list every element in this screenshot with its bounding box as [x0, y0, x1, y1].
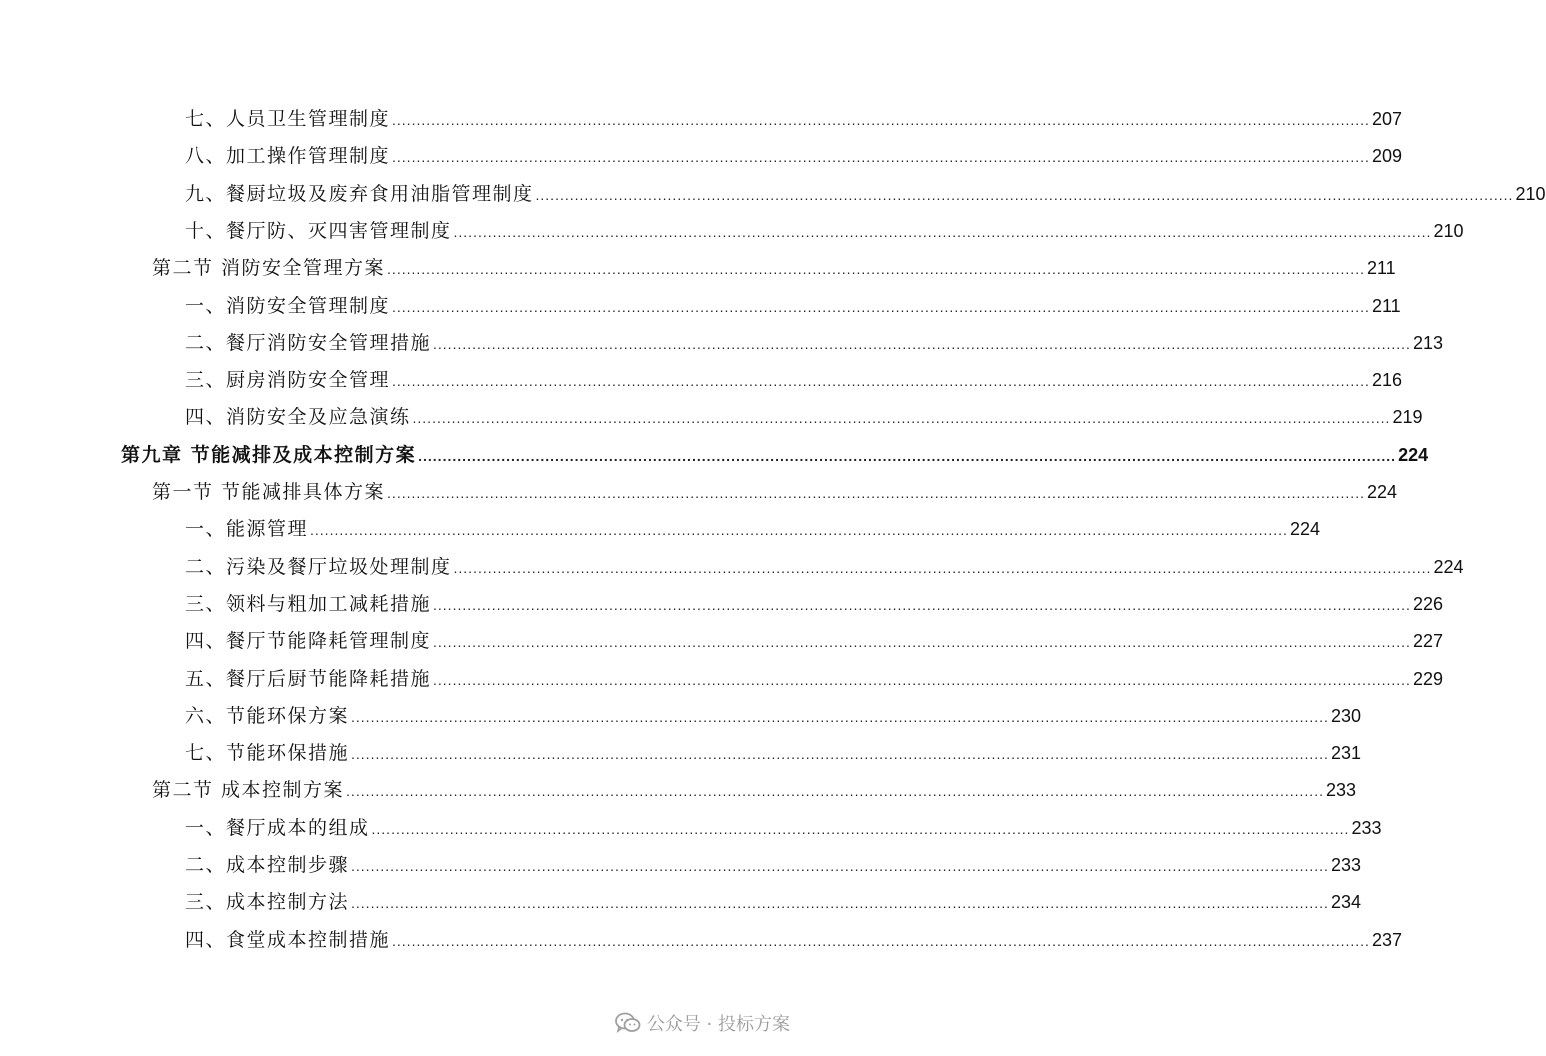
toc-entry-page-number: 233 [1351, 817, 1382, 838]
toc-entry-page-number: 213 [1412, 332, 1443, 353]
toc-entry[interactable] [185, 291, 1401, 321]
toc-entry[interactable] [185, 626, 1443, 656]
toc-entry[interactable] [185, 402, 1423, 432]
toc-entry[interactable] [185, 328, 1443, 358]
toc-entry-page-number: 211 [1366, 258, 1396, 279]
toc-entry[interactable] [185, 701, 1361, 731]
toc-entry-label: 二、餐厅消防安全管理措施 [185, 331, 432, 354]
toc-entry-label: 第一节 节能减排具体方案 [152, 481, 386, 503]
toc-dot-leader: ........................................................................................................................................................................................................ [453, 559, 1432, 576]
wechat-icon [615, 1012, 641, 1034]
toc-dot-leader: ........................................................................................................................................................................................................ [387, 261, 1365, 278]
toc-entry[interactable] [185, 552, 1464, 582]
toc-dot-leader: ........................................................................................................................................................................................................ [351, 708, 1329, 725]
toc-entry[interactable] [185, 925, 1402, 955]
toc-entry-label: 一、餐厅成本的组成 [185, 816, 370, 839]
toc-entry-label: 二、成本控制步骤 [185, 854, 350, 876]
toc-entry[interactable] [185, 141, 1402, 171]
toc-dot-leader: ........................................................................................................................................................................................................ [351, 895, 1329, 912]
toc-entry[interactable] [185, 738, 1361, 768]
toc-entry[interactable] [185, 589, 1443, 619]
toc-entry-page-number: 227 [1412, 631, 1443, 652]
toc-entry-page-number: 224 [1398, 444, 1429, 465]
toc-entry-label: 三、成本控制方法 [185, 891, 350, 914]
toc-entry-page-number: 224 [1289, 519, 1320, 540]
toc-entry[interactable] [152, 253, 1396, 283]
toc-entry-label: 九、餐厨垃圾及废弃食用油脂管理制度 [185, 182, 534, 205]
toc-dot-leader: ........................................................................................................................................................................................................ [392, 112, 1370, 128]
toc-dot-leader: ........................................................................................................................................................................................................ [453, 223, 1432, 240]
toc-entry-page-number: 224 [1433, 556, 1464, 577]
toc-entry[interactable] [152, 477, 1398, 507]
toc-entry-page-number: 209 [1371, 146, 1402, 167]
toc-entry-label: 四、食堂成本控制措施 [185, 928, 391, 951]
toc-entry-label: 第二节 消防安全管理方案 [152, 257, 386, 280]
toc-entry[interactable] [185, 514, 1320, 544]
toc-entry[interactable] [185, 179, 1546, 209]
toc-entry[interactable] [152, 775, 1357, 805]
toc-entry-page-number: 229 [1412, 668, 1443, 689]
toc-entry[interactable] [185, 664, 1443, 694]
toc-entry-label: 八、加工操作管理制度 [185, 145, 391, 168]
toc-entry-page-number: 224 [1366, 482, 1398, 502]
toc-entry-label: 一、消防安全管理制度 [185, 294, 391, 317]
toc-dot-leader: ........................................................................................................................................................................................................ [433, 671, 1411, 688]
toc-dot-leader: ........................................................................................................................................................................................................ [418, 447, 1397, 464]
toc-entry-page-number: 219 [1392, 407, 1423, 428]
toc-entry[interactable] [185, 104, 1402, 134]
toc-entry-label: 六、节能环保方案 [185, 704, 350, 727]
toc-entry-page-number: 233 [1325, 780, 1357, 801]
toc-dot-leader: ........................................................................................................................................................................................................ [351, 858, 1329, 874]
toc-dot-leader: ........................................................................................................................................................................................................ [392, 373, 1370, 390]
toc-dot-leader: ........................................................................................................................................................................................................ [392, 298, 1370, 315]
toc-entry-label: 七、节能环保措施 [185, 742, 350, 765]
toc-entry-page-number: 226 [1412, 593, 1443, 614]
toc-entry[interactable] [185, 887, 1361, 917]
toc-dot-leader: ........................................................................................................................................................................................................ [433, 335, 1411, 352]
toc-entry[interactable] [185, 850, 1361, 880]
toc-dot-leader: ........................................................................................................................................................................................................ [433, 596, 1411, 613]
toc-entry[interactable] [185, 216, 1464, 246]
toc-dot-leader: ........................................................................................................................................................................................................ [392, 932, 1370, 949]
toc-dot-leader: ........................................................................................................................................................................................................ [412, 410, 1391, 427]
watermark [615, 1010, 790, 1036]
toc-entry-page-number: 207 [1371, 109, 1402, 129]
toc-entry-page-number: 210 [1515, 183, 1546, 204]
toc-entry-page-number: 233 [1330, 855, 1361, 875]
toc-entry-label: 第二节 成本控制方案 [152, 779, 345, 802]
toc-entry-label: 第九章 节能减排及成本控制方案 [121, 443, 417, 466]
toc-entry-label: 三、领料与粗加工减耗措施 [185, 592, 432, 615]
toc-entry[interactable] [185, 813, 1382, 843]
toc-entry-label: 十、餐厅防、灭四害管理制度 [185, 219, 452, 242]
toc-entry-label: 四、餐厅节能降耗管理制度 [185, 630, 432, 653]
toc-dot-leader: ........................................................................................................................................................................................................ [387, 485, 1365, 501]
toc-entry-page-number: 230 [1330, 705, 1361, 726]
toc-entry[interactable] [185, 365, 1402, 395]
toc-entry[interactable] [121, 440, 1429, 470]
toc-entry-page-number: 234 [1330, 892, 1361, 913]
toc-dot-leader: ........................................................................................................................................................................................................ [535, 186, 1514, 203]
toc-dot-leader: ........................................................................................................................................................................................................ [433, 634, 1411, 651]
toc-entry-label: 三、厨房消防安全管理 [185, 369, 391, 392]
watermark-text: 公众号 · 投标方案 [646, 1014, 790, 1035]
toc-entry-page-number: 216 [1371, 370, 1402, 391]
toc-dot-leader: ........................................................................................................................................................................................................ [392, 149, 1370, 166]
toc-entry-page-number: 237 [1371, 929, 1402, 950]
toc-dot-leader: ........................................................................................................................................................................................................ [346, 783, 1324, 800]
toc-dot-leader: ........................................................................................................................................................................................................ [351, 746, 1329, 763]
toc-entry-page-number: 211 [1371, 295, 1401, 316]
toc-entry-page-number: 210 [1433, 220, 1464, 241]
toc-entry-label: 四、消防安全及应急演练 [185, 406, 411, 429]
toc-entry-label: 七、人员卫生管理制度 [185, 108, 391, 130]
toc-entry-label: 二、污染及餐厅垃圾处理制度 [185, 555, 452, 578]
toc-dot-leader: ........................................................................................................................................................................................................ [310, 522, 1288, 539]
toc-entry-label: 一、能源管理 [185, 518, 309, 541]
toc-dot-leader: ........................................................................................................................................................................................................ [371, 820, 1350, 837]
toc-entry-page-number: 231 [1330, 743, 1361, 764]
toc-entry-label: 五、餐厅后厨节能降耗措施 [185, 667, 432, 690]
